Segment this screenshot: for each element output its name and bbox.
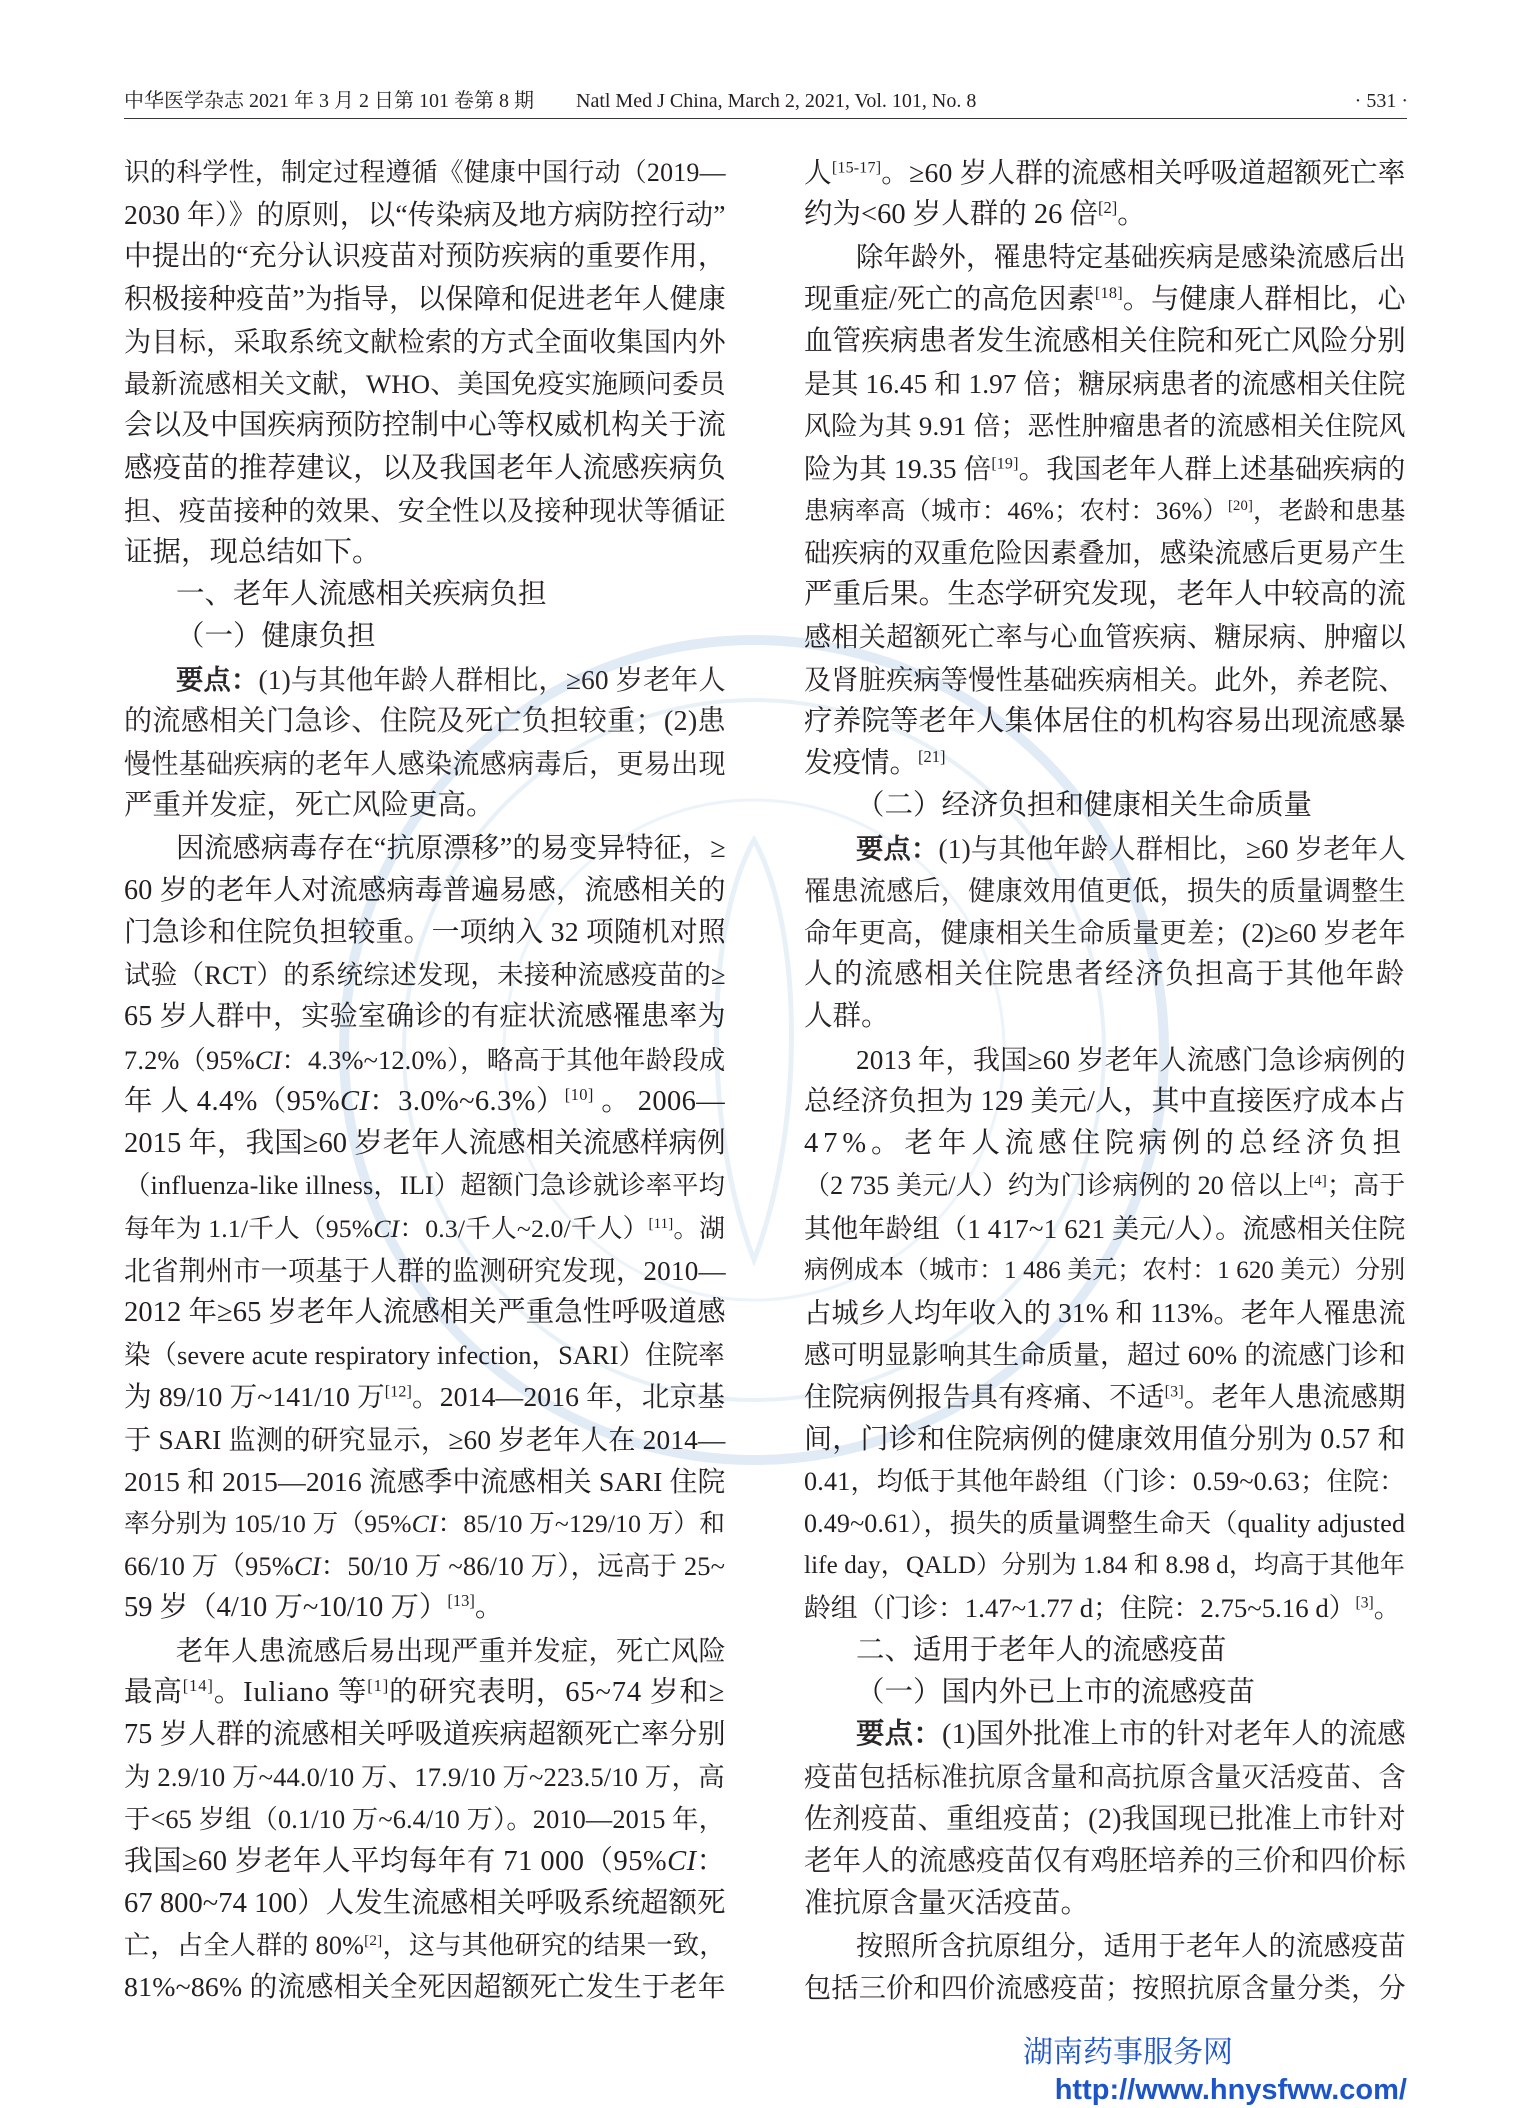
- text-line: 担、疫苗接种的效果、安全性以及接种现状等循证: [124, 495, 726, 526]
- text-line: 人群。: [804, 1001, 890, 1033]
- text-line: 险为其 19.35 倍[19]。我国老年人群上述基础疾病的: [804, 453, 1406, 484]
- text-line: 81%~86% 的流感相关全死因超额死亡发生于老年: [124, 1972, 726, 2004]
- citation-ref: [14]: [182, 1676, 214, 1695]
- header-rule: [124, 118, 1407, 119]
- citation-ref: [4]: [1308, 1173, 1327, 1190]
- text-line: 率分别为 105/10 万（95%CI：85/10 万~129/10 万）和: [124, 1509, 726, 1539]
- journal-title-en: Natl Med J China, March 2, 2021, Vol. 101, No. 8: [576, 90, 977, 112]
- text-line: 2012 年≥65 岁老年人流感相关严重急性呼吸道感: [124, 1296, 726, 1328]
- text-line: 人的流感相关住院患者经济负担高于其他年龄: [804, 959, 1406, 991]
- text-line: 其他年龄组（1 417~1 621 美元/人）。流感相关住院: [804, 1213, 1406, 1244]
- text-line: 于<65 岁组（0.1/10 万~6.4/10 万）。2010—2015 年，: [124, 1804, 726, 1834]
- text-line: 试验（RCT）的系统综述发现，未接种流感疫苗的≥: [124, 960, 726, 991]
- text-line: 慢性基础疾病的老年人感染流感病毒后，更易出现: [124, 749, 726, 780]
- text-line: 要点：(1)与其他年龄人群相比，≥60 岁老年人: [176, 664, 726, 695]
- text-line: 为目标，采取系统文献检索的方式全面收集国内外: [124, 326, 726, 357]
- text-line: 2015 和 2015—2016 流感季中流感相关 SARI 住院: [124, 1465, 726, 1497]
- text-line: 包括三价和四价流感疫苗；按照抗原含量分类，分: [804, 1973, 1406, 2004]
- text-line: 识的科学性，制定过程遵循《健康中国行动（2019—: [124, 158, 726, 187]
- key-points-label: 要点：: [856, 1719, 943, 1751]
- text-line: 0.41，均低于其他年龄组（门诊：0.59~0.63；住院：: [804, 1466, 1406, 1496]
- heading-text: 一、老年人流感相关疾病负担: [176, 579, 547, 611]
- text-line: 于 SARI 监测的研究显示，≥60 岁老年人在 2014—: [124, 1424, 726, 1455]
- citation-ref: [18]: [1094, 282, 1123, 302]
- text-line: 67 800~74 100）人发生流感相关呼吸系统超额死: [124, 1888, 726, 1920]
- text-line: 风险为其 9.91 倍；恶性肿瘤患者的流感相关住院风: [804, 411, 1406, 442]
- text-line: 门急诊和住院负担较重。一项纳入 32 项随机对照: [124, 916, 726, 948]
- citation-ref: [3]: [1355, 1595, 1374, 1613]
- text-line: 感可明显影响其生命质量，超过 60% 的流感门诊和: [804, 1340, 1406, 1371]
- citation-ref: [11]: [648, 1215, 674, 1232]
- key-points-label: 要点：: [856, 833, 939, 864]
- text-line: 约为<60 岁人群的 26 倍[2]。: [804, 198, 1146, 231]
- text-line: 亡，占全人群的 80%[2]，这与其他研究的结果一致，: [124, 1931, 726, 1961]
- text-line: 感相关超额死亡率与心血管疾病、糖尿病、肿瘤以: [804, 622, 1406, 653]
- text-line: 占城乡人均年收入的 31% 和 113%。老年人罹患流: [804, 1297, 1406, 1328]
- text-line: 发疫情。[21]: [804, 747, 946, 780]
- text-line: （influenza-like illness，ILI）超额门急诊就诊率平均: [124, 1171, 726, 1201]
- text-line: 为 89/10 万~141/10 万[12]。2014—2016 年，北京基: [124, 1381, 726, 1413]
- journal-title-cn: 中华医学杂志 2021 年 3 月 2 日第 101 卷第 8 期: [124, 90, 534, 112]
- citation-ref: [13]: [447, 1591, 475, 1611]
- text-line: 老年人患流感后易出现严重并发症，死亡风险: [176, 1635, 726, 1666]
- text-line: 础疾病的双重危险因素叠加，感染流感后更易产生: [804, 537, 1406, 568]
- text-line: 是其 16.45 和 1.97 倍；糖尿病患者的流感相关住院: [804, 369, 1406, 400]
- citation-ref: [15-17]: [831, 159, 882, 177]
- site-watermark-url[interactable]: http://www.hnysfww.com/: [1054, 2074, 1407, 2106]
- text-line: 年 人 4.4%（95%CI：3.0%~6.3%）[10] 。 2006—: [124, 1084, 726, 1117]
- text-line: 总经济负担为 129 美元/人，其中直接医疗成本占: [804, 1085, 1406, 1117]
- text-line: 患病率高（城市：46%；农村：36%）[20]，老龄和患基: [804, 496, 1406, 525]
- text-line: 住院病例报告具有疼痛、不适[3]。老年人患流感期: [804, 1381, 1406, 1413]
- citation-ref: [19]: [991, 454, 1019, 472]
- text-line: 准抗原含量灭活疫苗。: [804, 1888, 1090, 1920]
- heading-text: 二、适用于老年人的流感疫苗: [856, 1634, 1227, 1666]
- text-line: 染（severe acute respiratory infection，SARI）住院率: [124, 1340, 725, 1371]
- text-line: 证据，现总结如下。: [124, 536, 381, 568]
- text-line: 疫苗包括标准抗原含量和高抗原含量灭活疫苗、含: [804, 1762, 1406, 1793]
- text-line: 要点：(1)与其他年龄人群相比，≥60 岁老年人: [856, 833, 1406, 864]
- text-line: （2 735 美元/人）约为门诊病例的 20 倍以上[4]；高于: [804, 1171, 1406, 1201]
- text-line: 59 岁（4/10 万~10/10 万）[13]。: [124, 1591, 504, 1624]
- text-line: 中提出的“充分认识疫苗对预防疾病的重要作用，: [124, 241, 726, 273]
- text-line: 因流感病毒存在“抗原漂移”的易变异特征，≥: [176, 832, 726, 864]
- right-column: [804, 0, 1407, 2108]
- text-line: 积极接种疫苗”为指导，以保障和促进老年人健康: [124, 283, 726, 315]
- text-line: 7.2%（95%CI：4.3%~12.0%），略高于其他年龄段成: [124, 1044, 726, 1075]
- text-line: 60 岁的老年人对流感病毒普遍易感，流感相关的: [124, 874, 726, 906]
- text-line: 疗养院等老年人集体居住的机构容易出现流感暴: [804, 705, 1406, 737]
- citation-ref: [2]: [364, 1932, 383, 1950]
- citation-ref: [20]: [1227, 497, 1254, 514]
- text-line: 及肾脏疾病等慢性基础疾病相关。此外，养老院、: [804, 664, 1406, 695]
- text-line: 老年人的流感疫苗仅有鸡胚培养的三价和四价标: [804, 1845, 1406, 1877]
- text-line: 2013 年，我国≥60 岁老年人流感门急诊病例的: [856, 1044, 1406, 1075]
- page-number: · 531 ·: [1354, 90, 1408, 112]
- text-line: 66/10 万（95%CI：50/10 万 ~86/10 万），远高于 25~: [124, 1551, 726, 1582]
- text-line: 佐剂疫苗、重组疫苗；(2)我国现已批准上市针对: [804, 1803, 1406, 1835]
- key-points-label: 要点：: [176, 664, 259, 695]
- text-line: 要点：(1)国外批准上市的针对老年人的流感: [856, 1719, 1406, 1751]
- text-line: 65 岁人群中，实验室确诊的有症状流感罹患率为: [124, 1001, 726, 1033]
- text-line: 2015 年，我国≥60 岁老年人流感相关流感样病例: [124, 1128, 726, 1160]
- text-line: 龄组（门诊：1.47~1.77 d；住院：2.75~5.16 d）[3]。: [804, 1593, 1401, 1624]
- text-line: 除年龄外，罹患特定基础疾病是感染流感后出: [856, 242, 1406, 273]
- citation-ref: [2]: [1097, 198, 1118, 218]
- site-watermark-name: 湖南药事服务网: [1023, 2036, 1233, 2069]
- citation-ref: [21]: [918, 747, 946, 767]
- heading-text: （一）国内外已上市的流感疫苗: [856, 1676, 1256, 1708]
- citation-ref: [3]: [1164, 1383, 1184, 1401]
- text-line: 命年更高，健康相关生命质量更差；(2)≥60 岁老年: [804, 917, 1406, 948]
- text-line: 现重症/死亡的高危因素[18]。与健康人群相比，心: [804, 282, 1406, 315]
- text-line: 间，门诊和住院病例的健康效用值分别为 0.57 和: [804, 1423, 1406, 1455]
- text-line: 每年为 1.1/千人（95%CI：0.3/千人~2.0/千人）[11]。湖: [124, 1213, 726, 1243]
- text-line: 感疫苗的推荐建议，以及我国老年人流感疾病负: [124, 452, 726, 484]
- text-line: 人[15-17]。≥60 岁人群的流感相关呼吸道超额死亡率: [804, 157, 1406, 188]
- text-line: 罹患流感后，健康效用值更低，损失的质量调整生: [804, 875, 1406, 906]
- text-line: 75 岁人群的流感相关呼吸道疾病超额死亡率分别: [124, 1719, 726, 1751]
- left-column: [124, 0, 727, 2108]
- citation-ref: [1]: [367, 1676, 390, 1695]
- text-line: 为 2.9/10 万~44.0/10 万、17.9/10 万~223.5/10 万，高: [124, 1762, 725, 1793]
- text-line: 2030 年）》的原则，以“传染病及地方病防控行动”: [124, 199, 726, 231]
- text-line: 47%。老年人流感住院病例的总经济负担: [804, 1128, 1407, 1160]
- text-line: 血管疾病患者发生流感相关住院和死亡风险分别: [804, 325, 1406, 357]
- text-line: 最高[14]。Iuliano 等[1]的研究表明，65~74 岁和≥: [124, 1676, 726, 1708]
- text-line: 的流感相关门急诊、住院及死亡负担较重；(2)患: [124, 705, 726, 737]
- heading-text: （二）经济负担和健康相关生命质量: [856, 790, 1313, 822]
- text-line: 严重后果。生态学研究发现，老年人中较高的流: [804, 579, 1406, 611]
- heading-text: （一）健康负担: [176, 621, 376, 653]
- text-line: 会以及中国疾病预防控制中心等权威机构关于流: [124, 410, 726, 442]
- text-line: life day，QALD）分别为 1.84 和 8.98 d，均高于其他年: [804, 1552, 1406, 1580]
- text-line: 严重并发症，死亡风险更高。: [124, 790, 495, 822]
- citation-ref: [12]: [384, 1383, 412, 1401]
- text-line: 我国≥60 岁老年人平均每年有 71 000（95%CI：: [124, 1845, 726, 1877]
- text-line: 最新流感相关文献，WHO、美国免疫实施顾问委员: [124, 369, 726, 400]
- text-line: 病例成本（城市：1 486 美元；农村：1 620 美元）分别: [804, 1256, 1406, 1284]
- text-line: 北省荆州市一项基于人群的监测研究发现，2010—: [124, 1255, 726, 1286]
- text-line: 0.49~0.61），损失的质量调整生命天（quality adjusted: [804, 1509, 1406, 1539]
- text-line: 按照所含抗原组分，适用于老年人的流感疫苗: [856, 1931, 1406, 1962]
- citation-ref: [10]: [564, 1084, 594, 1104]
